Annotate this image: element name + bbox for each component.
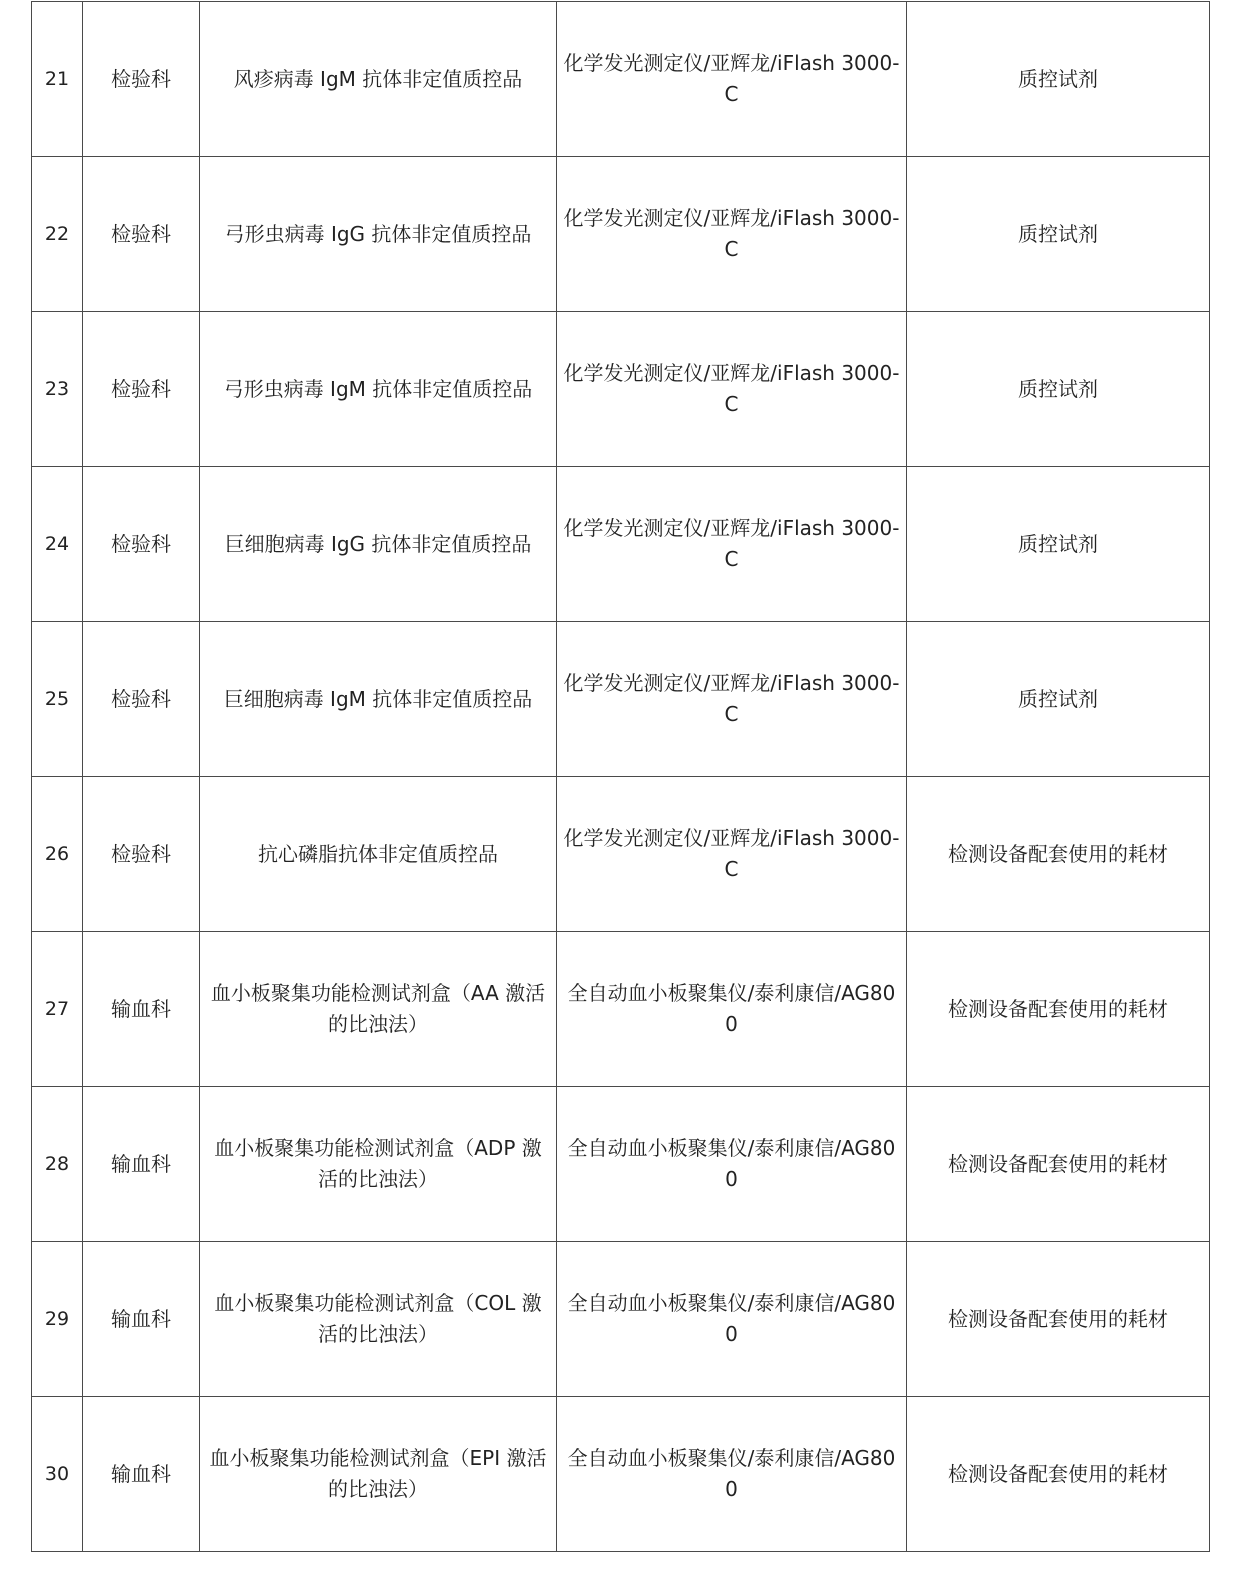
table-row	[32, 157, 1210, 312]
device: 化学发光测定仪/亚辉龙/iFlash 3000-C	[557, 312, 907, 467]
table-row	[32, 1242, 1210, 1397]
department: 输血科	[83, 1242, 200, 1397]
category: 检测设备配套使用的耗材	[907, 1242, 1210, 1397]
department: 输血科	[83, 932, 200, 1087]
device: 全自动血小板聚集仪/泰利康信/AG800	[557, 1397, 907, 1552]
device: 全自动血小板聚集仪/泰利康信/AG800	[557, 932, 907, 1087]
category: 检测设备配套使用的耗材	[907, 1087, 1210, 1242]
department: 输血科	[83, 1397, 200, 1552]
category: 质控试剂	[907, 157, 1210, 312]
category: 质控试剂	[907, 622, 1210, 777]
device: 全自动血小板聚集仪/泰利康信/AG800	[557, 1087, 907, 1242]
department: 检验科	[83, 467, 200, 622]
device: 化学发光测定仪/亚辉龙/iFlash 3000-C	[557, 777, 907, 932]
row-number: 25	[32, 622, 83, 777]
table-row	[32, 1087, 1210, 1242]
item-name: 血小板聚集功能检测试剂盒（ADP 激活的比浊法）	[200, 1087, 557, 1242]
row-number: 21	[32, 2, 83, 157]
table-row	[32, 1397, 1210, 1552]
consumables-table	[31, 1, 1210, 1552]
category: 检测设备配套使用的耗材	[907, 777, 1210, 932]
item-name: 血小板聚集功能检测试剂盒（EPI 激活的比浊法）	[200, 1397, 557, 1552]
table-row	[32, 2, 1210, 157]
device: 化学发光测定仪/亚辉龙/iFlash 3000-C	[557, 467, 907, 622]
category: 质控试剂	[907, 2, 1210, 157]
row-number: 28	[32, 1087, 83, 1242]
row-number: 30	[32, 1397, 83, 1552]
row-number: 22	[32, 157, 83, 312]
item-name: 巨细胞病毒 IgM 抗体非定值质控品	[200, 622, 557, 777]
table-row	[32, 312, 1210, 467]
row-number: 23	[32, 312, 83, 467]
device: 化学发光测定仪/亚辉龙/iFlash 3000-C	[557, 157, 907, 312]
item-name: 弓形虫病毒 IgM 抗体非定值质控品	[200, 312, 557, 467]
department: 检验科	[83, 622, 200, 777]
item-name: 风疹病毒 IgM 抗体非定值质控品	[200, 2, 557, 157]
table-row	[32, 932, 1210, 1087]
item-name: 巨细胞病毒 IgG 抗体非定值质控品	[200, 467, 557, 622]
table-row	[32, 777, 1210, 932]
row-number: 27	[32, 932, 83, 1087]
department: 检验科	[83, 157, 200, 312]
row-number: 29	[32, 1242, 83, 1397]
category: 检测设备配套使用的耗材	[907, 1397, 1210, 1552]
department: 检验科	[83, 777, 200, 932]
row-number: 26	[32, 777, 83, 932]
item-name: 血小板聚集功能检测试剂盒（AA 激活的比浊法）	[200, 932, 557, 1087]
device: 化学发光测定仪/亚辉龙/iFlash 3000-C	[557, 622, 907, 777]
department: 检验科	[83, 2, 200, 157]
department: 输血科	[83, 1087, 200, 1242]
category: 检测设备配套使用的耗材	[907, 932, 1210, 1087]
item-name: 血小板聚集功能检测试剂盒（COL 激活的比浊法）	[200, 1242, 557, 1397]
device: 化学发光测定仪/亚辉龙/iFlash 3000-C	[557, 2, 907, 157]
category: 质控试剂	[907, 312, 1210, 467]
table-row	[32, 622, 1210, 777]
category: 质控试剂	[907, 467, 1210, 622]
row-number: 24	[32, 467, 83, 622]
department: 检验科	[83, 312, 200, 467]
item-name: 弓形虫病毒 IgG 抗体非定值质控品	[200, 157, 557, 312]
item-name: 抗心磷脂抗体非定值质控品	[200, 777, 557, 932]
table-row	[32, 467, 1210, 622]
device: 全自动血小板聚集仪/泰利康信/AG800	[557, 1242, 907, 1397]
